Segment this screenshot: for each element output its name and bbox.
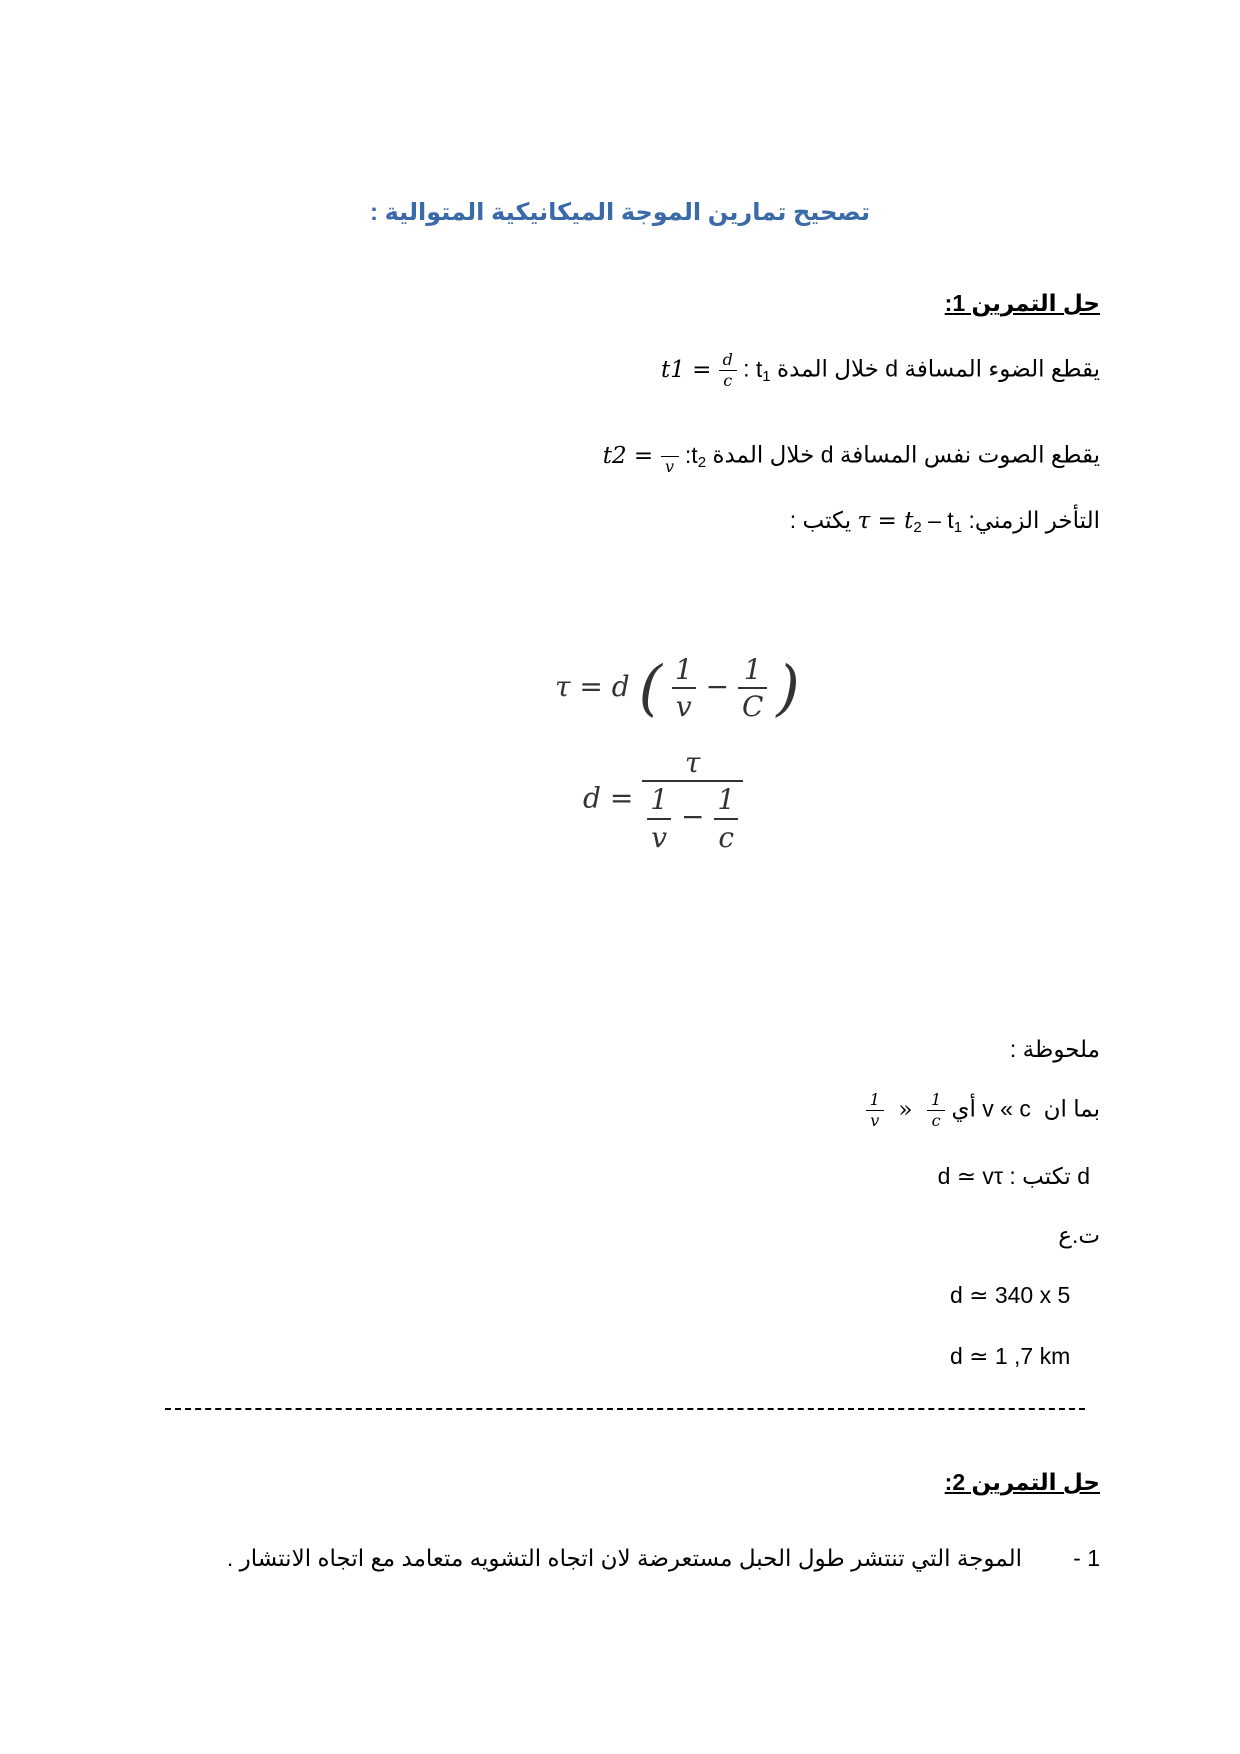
delay-label: التأخر الزمني: bbox=[968, 507, 1100, 533]
note-condition-line: بما ان v « c أي $\frac{1}{v}$ » $\frac{1}{c}$ bbox=[840, 1092, 1100, 1129]
light-fraction: $\frac{d}{c}$ bbox=[719, 352, 737, 389]
distance-equation: d = τ $\frac{1}{v}$ − $\frac{1}{c}$ bbox=[583, 748, 743, 852]
light-colon: : bbox=[743, 355, 750, 382]
distance-main-fraction: τ $\frac{1}{v}$ − $\frac{1}{c}$ bbox=[642, 748, 743, 852]
sound-travel-text: يقطع الصوت نفس المسافة d خلال المدة bbox=[712, 441, 1100, 468]
light-t1-formula: t1 = $\frac{d}{c}$ bbox=[661, 357, 737, 383]
delay-formula: $\tau = t_2 - t_1$ bbox=[857, 507, 963, 536]
sound-travel-line bbox=[500, 438, 1100, 475]
sound-fraction: v bbox=[661, 438, 679, 475]
calc-line-1: d ≃ 340 x 5 bbox=[950, 1282, 1071, 1308]
calc-line-2: d ≃ 1 ,7 km bbox=[950, 1343, 1071, 1369]
light-travel-line bbox=[580, 352, 1100, 389]
item-number: 1 bbox=[1087, 1545, 1100, 1571]
note-inverse-relation: $\frac{1}{v}$ » $\frac{1}{c}$ bbox=[866, 1097, 945, 1123]
sound-t2-formula: t2 = v bbox=[603, 443, 679, 469]
tau-fraction-1-over-c: $\frac{1}{C}$ bbox=[738, 655, 767, 722]
delay-suffix: يكتب : bbox=[789, 507, 852, 533]
page-title: تصحيح تمارين الموجة الميكانيكية المتوالية : bbox=[369, 199, 871, 226]
exercise-1-heading: حل التمرين 1: bbox=[944, 290, 1100, 316]
sound-t2-var: $:t_2$ bbox=[684, 441, 707, 471]
tau-fraction-1-over-v: $\frac{1}{v}$ bbox=[671, 655, 697, 722]
item-text: الموجة التي تنتشر طول الحبل مستعرضة لان اتجاه التشويه متعامد مع اتجاه الانتشار . bbox=[226, 1545, 1023, 1571]
exercise-2-heading: حل التمرين 2: bbox=[944, 1469, 1100, 1495]
exercise-2-item-1: 1 - الموجة التي تنتشر طول الحبل مستعرضة لان اتجاه التشويه متعامد مع اتجاه الانتشار . bbox=[226, 1545, 1100, 1571]
delay-line bbox=[700, 507, 1100, 536]
note-label: ملحوظة : bbox=[1009, 1036, 1100, 1062]
light-t1-var: $t_1$ bbox=[755, 355, 771, 385]
numeric-application-label: ت.ع bbox=[1058, 1222, 1100, 1248]
light-travel-text: يقطع الضوء المسافة d خلال المدة bbox=[777, 355, 1100, 382]
note-d-approx-line: d تكتب : d ≃ vτ bbox=[937, 1163, 1090, 1189]
separator-line bbox=[165, 1408, 1085, 1410]
tau-equation: τ = d ( $\frac{1}{v}$ − $\frac{1}{C}$ ) bbox=[555, 653, 800, 724]
